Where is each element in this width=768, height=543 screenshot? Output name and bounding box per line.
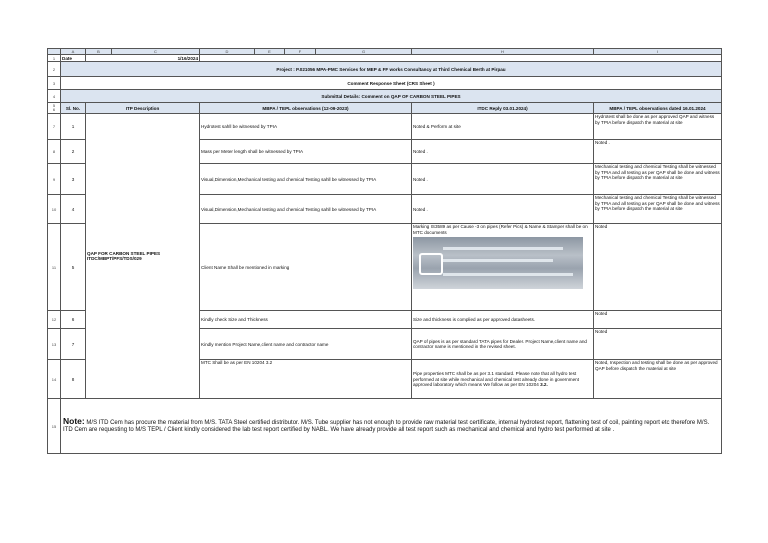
header-row xyxy=(48,103,722,114)
col-header-f[interactable]: F xyxy=(285,49,316,55)
observation-2-cell[interactable]: Noted xyxy=(594,224,722,311)
row-number[interactable]: 12 xyxy=(48,311,61,329)
submittal-details[interactable]: Submittal Details: Comment on QAP OF CARBON STEEL PIPES xyxy=(61,90,722,103)
reply-cell[interactable]: Noted . xyxy=(412,140,594,164)
row-number[interactable]: 13 xyxy=(48,329,61,360)
col-header-g[interactable]: G xyxy=(316,49,412,55)
table-row xyxy=(48,114,722,140)
reply-cell[interactable]: Noted & Perform at site xyxy=(412,114,594,140)
reply-cell[interactable] xyxy=(412,360,594,399)
col-header-e[interactable]: E xyxy=(255,49,285,55)
sl-no-cell[interactable]: 6 xyxy=(61,311,86,329)
row-number[interactable]: 5 6 xyxy=(48,103,61,114)
date-value[interactable]: 1/16/2024 xyxy=(86,55,200,62)
reply-cell[interactable]: Size and thickness is complied as per approved datasheets. xyxy=(412,311,594,329)
observation-2-cell[interactable]: Hydrotest shall be done as per approved QAP and witness by TPIA before dispatch the material at site xyxy=(594,114,722,140)
observation-cell[interactable]: MTC Shall be as per EN 10204 3.2 xyxy=(200,360,412,399)
date-row xyxy=(48,55,722,62)
row-number[interactable]: 4 xyxy=(48,90,61,103)
sl-no-cell[interactable]: 7 xyxy=(61,329,86,360)
observation-2-cell[interactable]: Mechanical testing and chemical Testing shall be witnessed by TPIA and all testing as per QAP shall be done and witness by TPIA before dispatch the material at site xyxy=(594,164,722,195)
col-header-b[interactable]: B xyxy=(86,49,112,55)
reply-text: Marking IS3589 as per Cause -3 on pipes (Refer Pics) & Name & Stamper shall be on MTC documents xyxy=(413,224,588,235)
row-number[interactable]: 15 xyxy=(48,399,61,454)
date-label[interactable]: Date xyxy=(61,55,86,62)
submittal-row xyxy=(48,90,722,103)
header-itp-description[interactable]: ITP Description xyxy=(86,103,200,114)
itp-description-cell[interactable]: QAP FOR CARBON STEEL PIPES ITDC/MBPT/PFS/TDS/029 xyxy=(86,114,200,399)
marking-stripe xyxy=(443,247,563,250)
header-itdc-reply[interactable]: ITDC Reply 03.01.2024) xyxy=(412,103,594,114)
row-number[interactable]: 2 xyxy=(48,62,61,77)
row-number[interactable]: 3 xyxy=(48,77,61,90)
col-header-a[interactable]: A xyxy=(61,49,86,55)
row-number[interactable]: 9 xyxy=(48,164,61,195)
observation-cell[interactable]: Hydrotest sahll be witnessed by TPIA xyxy=(200,114,412,140)
pipe-marking-photo xyxy=(413,237,583,289)
sheet-title-row xyxy=(48,77,722,90)
col-header-i[interactable]: I xyxy=(594,49,722,55)
note-cell[interactable] xyxy=(61,399,722,454)
row-number[interactable]: 10 xyxy=(48,195,61,224)
sl-no-cell[interactable]: 1 xyxy=(61,114,86,140)
observation-cell[interactable]: Visual,Dimension,Mechanical testing and chemical Testing sahll be witnessed by TPIA xyxy=(200,195,412,224)
col-header-h[interactable]: H xyxy=(412,49,594,55)
row-number[interactable]: 7 xyxy=(48,114,61,140)
crs-table xyxy=(47,48,722,454)
sl-no-cell[interactable]: 4 xyxy=(61,195,86,224)
observation-2-cell[interactable]: Noted xyxy=(594,311,722,329)
tata-logo-icon xyxy=(419,253,443,275)
sl-no-cell[interactable]: 5 xyxy=(61,224,86,311)
observation-cell[interactable]: Client Name Shall be mentioned in marking xyxy=(200,224,412,311)
note-row xyxy=(48,399,722,454)
project-row xyxy=(48,62,722,77)
reply-bold-text: 3.2. xyxy=(540,382,548,388)
header-mbpa-observations[interactable]: MBPA / TEPL observations (12-09-2023) xyxy=(200,103,412,114)
project-title[interactable]: Project : P.021056 MPA-PMC Services for MEP & FF works Consultancy at Third Chemical Berth at Pirpau xyxy=(61,62,722,77)
observation-2-cell[interactable]: Noted . xyxy=(594,140,722,164)
reply-cell[interactable]: Noted . xyxy=(412,195,594,224)
note-label: Note: xyxy=(63,416,85,427)
header-sl-no[interactable]: Sl. No. xyxy=(61,103,86,114)
sl-no-cell[interactable]: 8 xyxy=(61,360,86,399)
reply-cell[interactable]: Noted . xyxy=(412,164,594,195)
note-text: M/S ITD Cem has procure the material from M/S. TATA Steel certified distributor. M/S. Tube supplier has not enough to provide raw material test certificate, internal hydrotest report, flattening test of coil, painting report etc therefore M/S. ITD Cem are requesting to M/S TEPL / Client kindly considered the lab test report certified by NABL. We have already provide all test report such as mechanical and chemical and hydro test performed at site . xyxy=(63,420,710,434)
empty-cell[interactable] xyxy=(200,55,722,62)
observation-2-cell[interactable]: Noted xyxy=(594,329,722,360)
header-mbpa-observations-2[interactable]: MBPA / TEPL observations dated 16.01.2024 xyxy=(594,103,722,114)
observation-2-cell[interactable]: Noted, Inspection and testing shall be done as per approved QAP before dispatch the material at site xyxy=(594,360,722,399)
sl-no-cell[interactable]: 3 xyxy=(61,164,86,195)
row-number[interactable]: 14 xyxy=(48,360,61,399)
observation-cell[interactable]: Kindly check Size and Thickness xyxy=(200,311,412,329)
col-header-d[interactable]: D xyxy=(200,49,255,55)
row-number[interactable]: 1 xyxy=(48,55,61,62)
observation-cell[interactable]: Visual,Dimension,Mechanical testing and chemical Testing sahll be witnessed by TPIA xyxy=(200,164,412,195)
crs-sheet xyxy=(47,48,721,454)
row-number[interactable]: 8 xyxy=(48,140,61,164)
observation-cell[interactable]: Kindly mention Project Name,client name and contractor name xyxy=(200,329,412,360)
observation-cell[interactable]: Mass per Meter length shall be witnessed by TPIA xyxy=(200,140,412,164)
row-number[interactable]: 11 xyxy=(48,224,61,311)
sheet-title[interactable]: Comment Response Sheet (CRS Sheet ) xyxy=(61,77,722,90)
col-header-c[interactable]: C xyxy=(112,49,200,55)
marking-stripe xyxy=(443,259,553,262)
reply-cell[interactable]: QAP of pipes is as per standard TATA pipes for Dealer. Project Name,client name and contractor name is mentioned in the revised sheet. xyxy=(412,329,594,360)
reply-text: Pipe properties MTC shall be as per 3.1 standard. Please note that all hydro test performed at site while mechanical and chemical test already done in government approved laboratory which means We follow as per EN 10204 xyxy=(413,371,579,388)
marking-stripe xyxy=(443,273,573,276)
observation-2-cell[interactable]: Mechanical testing and chemical Testing shall be witnessed by TPIA and all testing as per QAP shall be done and witness by TPIA before dispatch the material at site xyxy=(594,195,722,224)
sl-no-cell[interactable]: 2 xyxy=(61,140,86,164)
reply-cell[interactable] xyxy=(412,224,594,311)
